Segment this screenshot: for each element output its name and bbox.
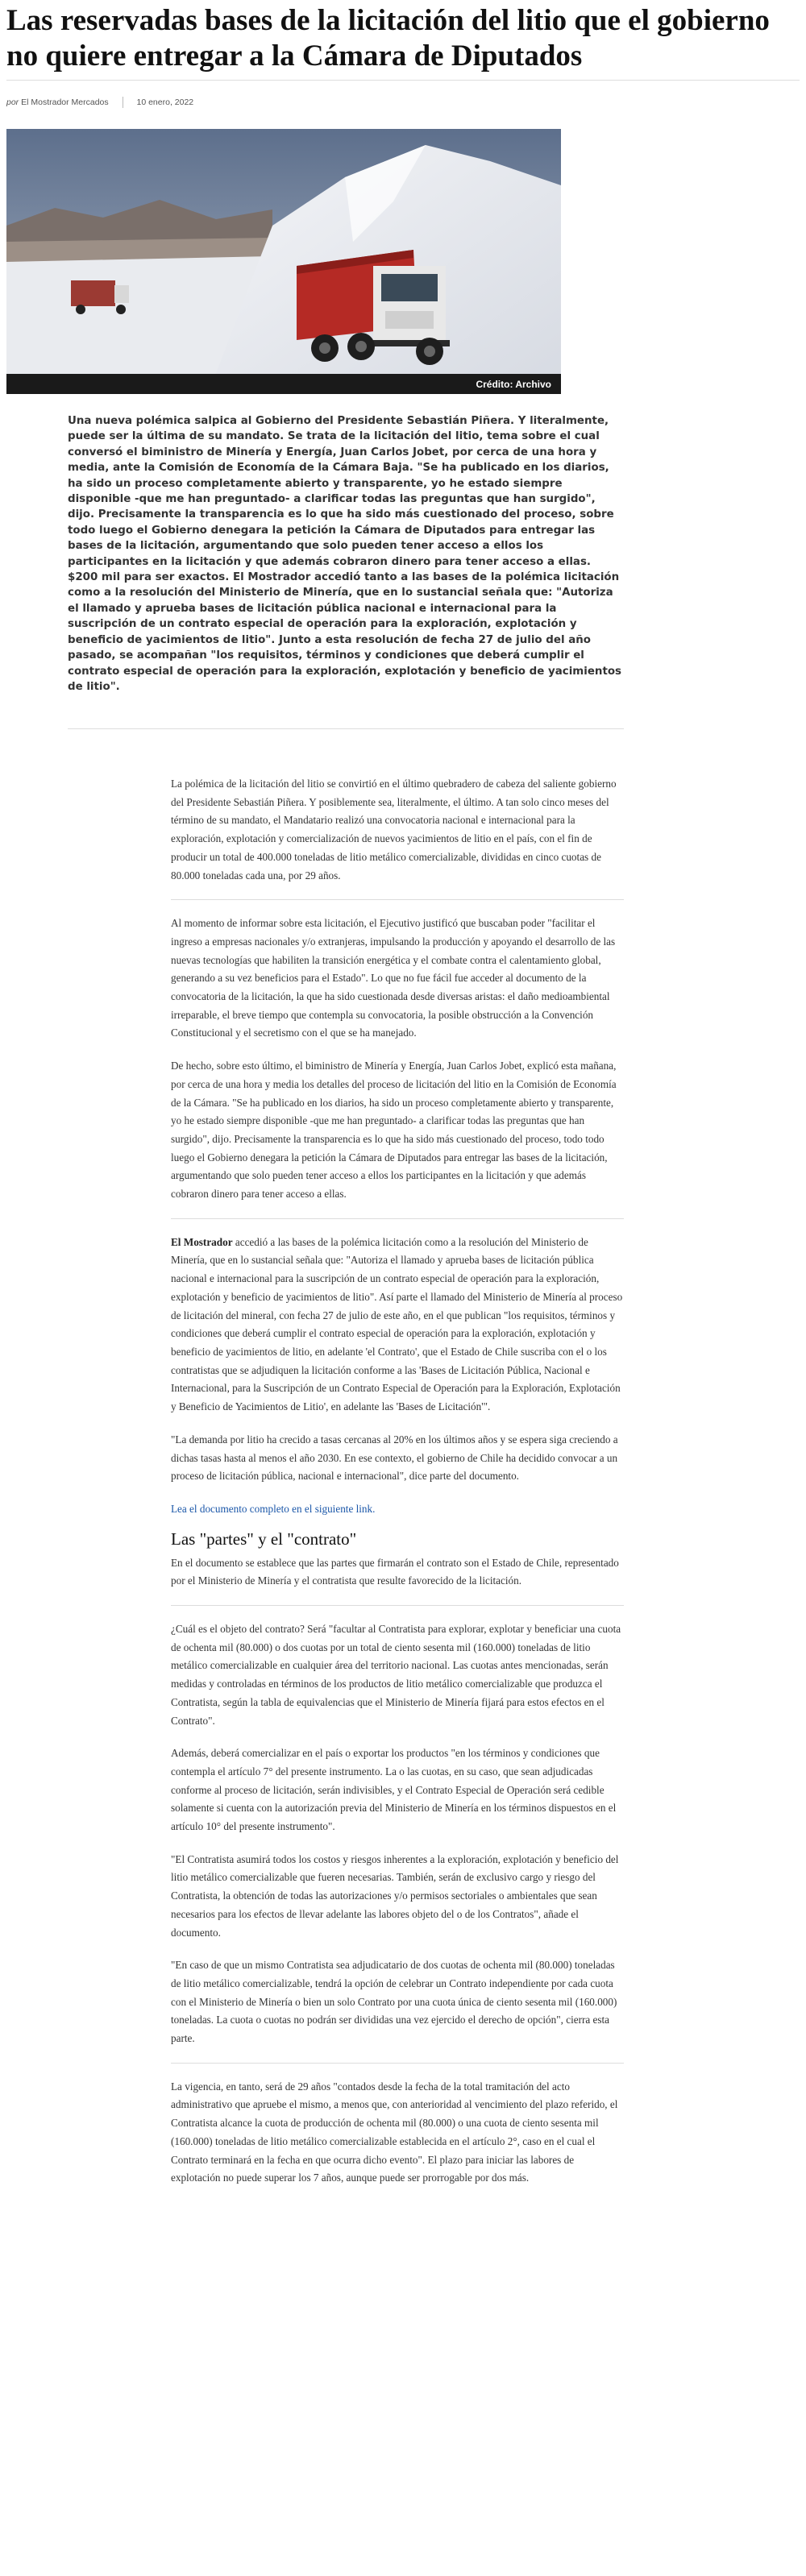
paragraph-divider [171, 1605, 624, 1606]
large-truck [297, 250, 450, 365]
article-body [171, 775, 624, 2202]
paragraph-divider [171, 899, 624, 900]
paragraph-divider [171, 1218, 624, 1219]
outlet-name: El Mostrador [171, 1235, 233, 1248]
body-paragraph: En el documento se establece que las partes que firmarán el contrato son el Estado de Chile, representado por el Ministerio de Minería y el contratista que resulte favorecido de la licitación. [171, 1556, 619, 1587]
lead-divider [68, 728, 624, 729]
article-title: Las reservadas bases de la licitación del litio que el gobierno no quiere entregar a la Cámara de Diputados [6, 4, 770, 73]
paragraph-divider [171, 2063, 624, 2064]
title-divider [6, 80, 800, 81]
document-link[interactable]: Lea el documento completo en el siguiente link. [171, 1502, 376, 1515]
body-paragraph: Al momento de informar sobre esta licitación, el Ejecutivo justificó que buscaban poder "facilitar el ingreso a empresas nacionales y/o extranjeras, impulsando la producción y apoyando el desarrollo de las nuevas tecnologías que habiliten la transición energética y el combate contra el calentamiento global, generando a su vez beneficios para el Estado". Lo que no fue fácil fue acceder al documento de la convocatoria de la licitación, la que ha sido cuestionada desde diversas aristas: el daño medioambiental irreparable, el breve tiempo que contempla su convocatoria, la posible obstrucción a la Convención Constitucional y el secretismo con el que se ha manejado. [171, 917, 616, 1039]
body-paragraph: La polémica de la licitación del litio se convirtió en el último quebradero de cabeza del saliente gobierno del Presidente Sebastián Piñera. Y posiblemente sea, literalmente, el último. A tan solo cinco meses del término de su mandato, el Mandatario realizó una convocatoria nacional e internacional para la exploración, explotación y comercialización de nuevos yacimientos de litio en el país, con el fin de producir un total de 400.000 toneladas de litio metálico comercializable, divididas en cinco cuotas de 80.000 toneladas cada una, por 29 años. [171, 778, 617, 881]
lead-paragraph: Una nueva polémica salpica al Gobierno del Presidente Sebastián Piñera. Y literalmente, puede ser la última de su mandato. Se trata de la licitación del litio, tema sobre el cual conversó el biministro de Minería y Energía, Juan Carlos Jobet, por cerca de una hora y media, ante la Comisión de Economía de la Cámara Baja. "Se ha publicado en los diarios, ha sido un proceso completamente abierto y transparente, yo he estado siempre disponible -que me han preguntado- a clarificar todas las preguntas que han surgido", dijo. Precisamente la transparencia es lo que ha sido más cuestionado del proceso, sobre todo luego el Gobierno denegara la petición la Cámara de Diputados para entregar las bases de la licitación, argumentando que solo pueden tener acceso a ellos los participantes en la licitación y que además cobraron dinero para tener acceso a ellas. $200 mil para ser exactos. El Mostrador accedió tanto a las bases de la polémica licitación como a la resolución del Ministerio de Minería, que en lo sustancial señala que: "Autoriza el llamado y aprueba bases de licitación pública nacional e internacional para la suscripción de un contrato especial de operación para la exploración, explotación y beneficio de yacimientos de litio". Junto a esta resolución de fecha 27 de julio del año pasado, se acompañan "los requisitos, términos y condiciones que deberá cumplir el contrato especial de operación para la exploración, explotación y beneficio de yacimientos de litio". [68, 415, 622, 693]
body-paragraph: De hecho, sobre esto último, el biministro de Minería y Energía, Juan Carlos Jobet, explicó esta mañana, por cerca de una hora y media los detalles del proceso de licitación del litio en la Comisión de Economía de la Cámara. "Se ha publicado en los diarios, ha sido un proceso completamente abierto y transparente, yo he estado siempre disponible -que me han preguntado- a clarificar todas las preguntas que han surgido", dijo. Precisamente la transparencia es lo que ha sido más cuestionado del proceso, todo todo luego el Gobierno denegara la petición la Cámara de Diputados para entregar las bases de la licitación, argumentando que solo pueden tener acceso a ellos los participantes en la licitación y que además cobraron dinero para tener acceso a ellas. [171, 1060, 617, 1201]
hero-image [6, 129, 561, 394]
body-paragraph: Además, deberá comercializar en el país o exportar los productos "en los términos y condiciones que contempla el artículo 7° del presente instrumento. La o las cuotas, en su caso, que sean adjudicadas conforme al proceso de licitación, serán indivisibles, y el Contrato Especial de Operación será cedible solamente si cuenta con la autorización previa del Ministerio de Minería en los términos dispuestos en el artículo 10° del presente instrumento". [171, 1747, 617, 1833]
byline-prefix: por [6, 97, 19, 107]
photo-credit: Crédito: Archivo [476, 379, 551, 390]
body-paragraph: La vigencia, en tanto, será de 29 años "contados desde la fecha de la total tramitación del acto administrativo que apruebe el mismo, a menos que, con anterioridad al vencimiento del plazo referido, el Contratista alcance la cuota de producción de ochenta mil (80.000) o una cuota de ciento sesenta mil (160.000) toneladas de litio metálico comercializable establecida en el artículo 2°, caso en el cual el Contrato terminará en la fecha en que ocurra dicho evento". El plazo para iniciar las labores de explotación no puede superar los 7 años, aunque puede ser prorrogable por dos más. [171, 2080, 618, 2184]
section-subheading: Las "partes" y el "contrato" [171, 1529, 357, 1549]
body-paragraph [171, 1234, 624, 1417]
document-link-paragraph [171, 1500, 624, 1519]
body-paragraph-text: accedió a las bases de la polémica licitación como a la resolución del Ministerio de Minería, que en lo sustancial señala que: "Autoriza el llamado y aprueba bases de licitación pública nacional e internacional para la suscripción de un contrato especial de operación para la exploración, explotación y beneficio de yacimientos de litio". Así parte el llamado del Ministerio de Minería al proceso de licitación del mineral, con fecha 27 de julio de este año, en el que publican "los requisitos, términos y condiciones que deberá cumplir el contrato especial de operación para la exploración, explotación y beneficio de yacimientos de litio, en adelante 'el Contrato', que el Estado de Chile suscriba con el o los contratistas que se adjudiquen la licitación conforme a las 'Bases de Licitación Pública, Nacional e Internacional, para la Suscripción de un Contrato Especial de Operación para la Exploración, Explotación y Beneficio de Yacimientos de Litio', en adelante las 'Bases de Licitación'". [171, 1235, 623, 1413]
body-paragraph: "El Contratista asumirá todos los costos y riesgos inherentes a la exploración, explotación y beneficio del litio metálico comercializable que fueren necesarias. También, serán de exclusivo cargo y riesgo del Contratista, la obtención de todas las autorizaciones y/o permisos sectoriales o ambientales que sean necesarios para los efectos de llevar adelante las labores objeto del o de los Contratos", añade el documento. [171, 1852, 619, 1939]
salt-flat-truck-photo [6, 129, 561, 394]
publish-date: 10 enero, 2022 [136, 97, 194, 107]
byline [6, 97, 193, 108]
body-paragraph: ¿Cuál es el objeto del contrato? Será "facultar al Contratista para explorar, explotar y beneficiar una cuota de ochenta mil (80.000) o dos cuotas por un total de ciento sesenta mil (160.000) toneladas de litio metálico comercializable en cualquier área del territorio nacional. Las cuotas antes mencionadas, serán medidas y controladas en términos de los productos de litio metálico comercializable que produzca el Contratista, según la tabla de equivalencias que el Ministerio de Minería fijará para estos efectos en el Contrato". [171, 1623, 621, 1727]
author-link[interactable]: El Mostrador Mercados [21, 97, 109, 107]
body-paragraph: "La demanda por litio ha crecido a tasas cercanas al 20% en los últimos años y se espera siga creciendo a dichas tasas hasta al menos el año 2030. En ese contexto, el gobierno de Chile ha decidido convocar a un proceso de licitación pública, nacional e internacional", dice parte del documento. [171, 1433, 618, 1483]
body-paragraph: "En caso de que un mismo Contratista sea adjudicatario de dos cuotas de ochenta mil (80.000) toneladas de litio metálico comercializable, tendrá la opción de celebrar un Contrato independiente por cada cuota con el Ministerio de Minería o bien un solo Contrato por una cuota única de ciento sesenta mil (160.000) toneladas. La cuota o cuotas no podrán ser divididas una vez ejercido el derecho de opción", cierra esta parte. [171, 1959, 617, 2045]
